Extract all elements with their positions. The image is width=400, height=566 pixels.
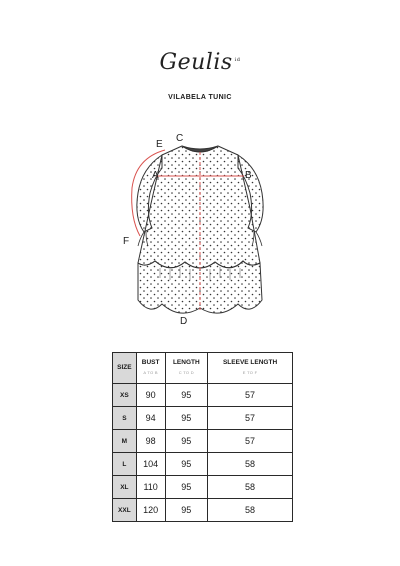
label-c: C xyxy=(176,133,184,144)
cell-size: XL xyxy=(113,476,137,499)
label-e: E xyxy=(156,139,163,150)
header-size: SIZE xyxy=(113,353,137,384)
header-sleeve-length: SLEEVE LENGTH E TO F xyxy=(208,353,293,384)
cell-size: L xyxy=(113,453,137,476)
cell-bust: 120 xyxy=(136,499,165,522)
label-b: B xyxy=(245,170,252,181)
cell-length: 95 xyxy=(165,453,208,476)
product-title: VILABELA TUNIC xyxy=(168,94,232,101)
label-d: D xyxy=(180,316,188,327)
cell-size: XXL xyxy=(113,499,137,522)
table-row xyxy=(113,430,293,453)
cell-length: 95 xyxy=(165,476,208,499)
table-row xyxy=(113,407,293,430)
tunic-illustration xyxy=(100,128,300,333)
cell-size: S xyxy=(113,407,137,430)
header-bust: BUST A TO B xyxy=(136,353,165,384)
size-chart-table xyxy=(112,352,293,522)
cell-length: 95 xyxy=(165,430,208,453)
cell-sleeve: 57 xyxy=(208,430,293,453)
cell-sleeve: 57 xyxy=(208,407,293,430)
cell-bust: 104 xyxy=(136,453,165,476)
cell-length: 95 xyxy=(165,407,208,430)
cell-length: 95 xyxy=(165,499,208,522)
table-row xyxy=(113,384,293,407)
cell-bust: 110 xyxy=(136,476,165,499)
table-row xyxy=(113,499,293,522)
brand-name: Geulis xyxy=(159,50,233,75)
cell-bust: 90 xyxy=(136,384,165,407)
cell-size: XS xyxy=(113,384,137,407)
cell-sleeve: 58 xyxy=(208,453,293,476)
cell-length: 95 xyxy=(165,384,208,407)
brand-logo xyxy=(0,50,400,75)
table-header-row xyxy=(113,353,293,384)
cell-sleeve: 57 xyxy=(208,384,293,407)
cell-bust: 94 xyxy=(136,407,165,430)
header-length: LENGTH C TO D xyxy=(165,353,208,384)
label-f: F xyxy=(123,236,130,247)
cell-bust: 98 xyxy=(136,430,165,453)
cell-sleeve: 58 xyxy=(208,499,293,522)
brand-mark: id xyxy=(234,56,241,63)
label-a: A xyxy=(152,170,159,181)
cell-size: M xyxy=(113,430,137,453)
table-row xyxy=(113,453,293,476)
cell-sleeve: 58 xyxy=(208,476,293,499)
table-row xyxy=(113,476,293,499)
garment-diagram xyxy=(100,128,300,333)
